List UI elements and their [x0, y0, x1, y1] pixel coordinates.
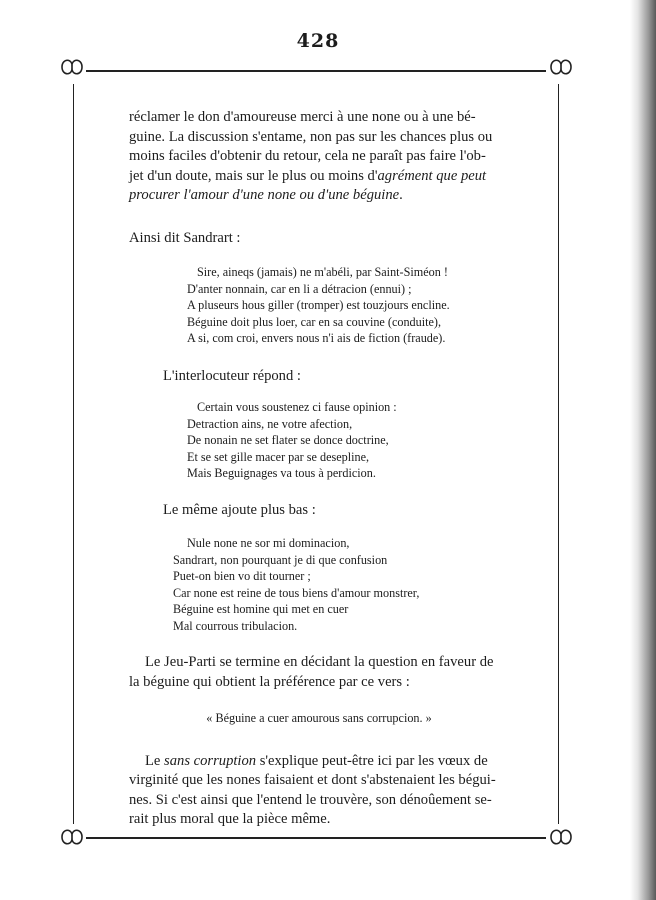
- verse-line: D'anter nonnain, car en li a détracion (ennui) ;: [187, 281, 412, 296]
- paragraph-final: [129, 752, 509, 830]
- text-run: .: [399, 187, 403, 203]
- frame-top-line: [86, 70, 546, 72]
- text-run: Le: [145, 752, 165, 769]
- sandrart-intro: Ainsi dit Sandrart :: [129, 229, 241, 246]
- sandrart-verses: [187, 264, 509, 347]
- text-line: nes. Si c'est ainsi que l'entend le trouvère, son dénoûement se-: [129, 791, 492, 808]
- text-line: réclamer le don d'amoureuse merci à une none ou à une bé-: [129, 109, 476, 125]
- book-spine-shadow: [630, 0, 656, 900]
- interlocutor-verses: [187, 399, 509, 482]
- same-speaker-intro: Le même ajoute plus bas :: [163, 501, 316, 518]
- corner-ornament-bottom-left: [58, 825, 86, 849]
- italic-run: agrément que peut: [377, 167, 487, 184]
- page-text: [129, 108, 509, 830]
- corner-ornament-bottom-right: [547, 825, 575, 849]
- verse-line: Sire, aineqs (jamais) ne m'abéli, par Saint-Siméon !: [197, 265, 448, 279]
- verse-line: Sandrart, non pourquant je di que confusion: [173, 552, 388, 567]
- text-line: guine. La discussion s'entame, non pas sur les chances plus ou: [129, 128, 493, 145]
- text-line: [129, 752, 509, 772]
- text-line: [129, 186, 509, 206]
- verse-line: Béguine doit plus loer, car en sa couvine (conduite),: [187, 314, 442, 329]
- verse-line: Béguine est homine qui met en cuer: [173, 602, 349, 616]
- italic-run: procurer l'amour d'une none ou d'une béguine: [129, 187, 400, 203]
- interlocutor-intro: L'interlocuteur répond :: [163, 367, 301, 384]
- verse-line: Certain vous soustenez ci fause opinion :: [197, 400, 397, 414]
- quoted-verse: « Béguine a cuer amourous sans corrupcion. »: [206, 711, 432, 725]
- paragraph-intro: [129, 108, 509, 206]
- text-line: Le Jeu-Parti se termine en décidant la question en faveur de: [145, 654, 494, 670]
- text-run: s'explique peut-être ici par les vœux de: [256, 752, 488, 769]
- frame-right-line: [558, 84, 559, 824]
- verse-line: Nule none ne sor mi dominacion,: [187, 536, 350, 550]
- text-line: rait plus moral que la pièce même.: [129, 811, 331, 827]
- verse-line: Et se set gille macer par se desepline,: [187, 449, 370, 464]
- verse-line: Mais Beguignages va tous à perdicion.: [187, 466, 376, 480]
- corner-ornament-top-left: [58, 55, 86, 79]
- frame-left-line: [73, 84, 74, 824]
- page-number: 428: [296, 30, 340, 52]
- paragraph-conclusion: [129, 653, 509, 692]
- verse-line: De nonain ne set flater se donce doctrine,: [187, 433, 389, 447]
- text-line: [129, 167, 509, 187]
- verse-line: Car none est reine de tous biens d'amour monstrer,: [173, 585, 420, 600]
- verse-line: Puet-on bien vo dit tourner ;: [173, 569, 311, 583]
- text-line: virginité que les nones faisaient et dont s'abstenaient les bégui-: [129, 772, 496, 788]
- text-line: moins faciles d'obtenir du retour, cela ne paraît pas faire l'ob-: [129, 148, 486, 164]
- same-speaker-verses: [173, 535, 509, 634]
- italic-run: sans corruption: [164, 752, 257, 769]
- verse-line: A si, com croi, envers nous n'i ais de fiction (fraude).: [187, 331, 446, 345]
- text-line: la béguine qui obtient la préférence par ce vers :: [129, 673, 410, 690]
- verse-line: Detraction ains, ne votre afection,: [187, 416, 353, 431]
- frame-bottom-line: [86, 837, 546, 839]
- verse-line: Mal courrous tribulacion.: [173, 618, 298, 633]
- corner-ornament-top-right: [547, 55, 575, 79]
- verse-line: A pluseurs hous giller (tromper) est touzjours encline.: [187, 298, 450, 312]
- text-run: jet d'un doute, mais sur le plus ou moins d': [129, 167, 378, 184]
